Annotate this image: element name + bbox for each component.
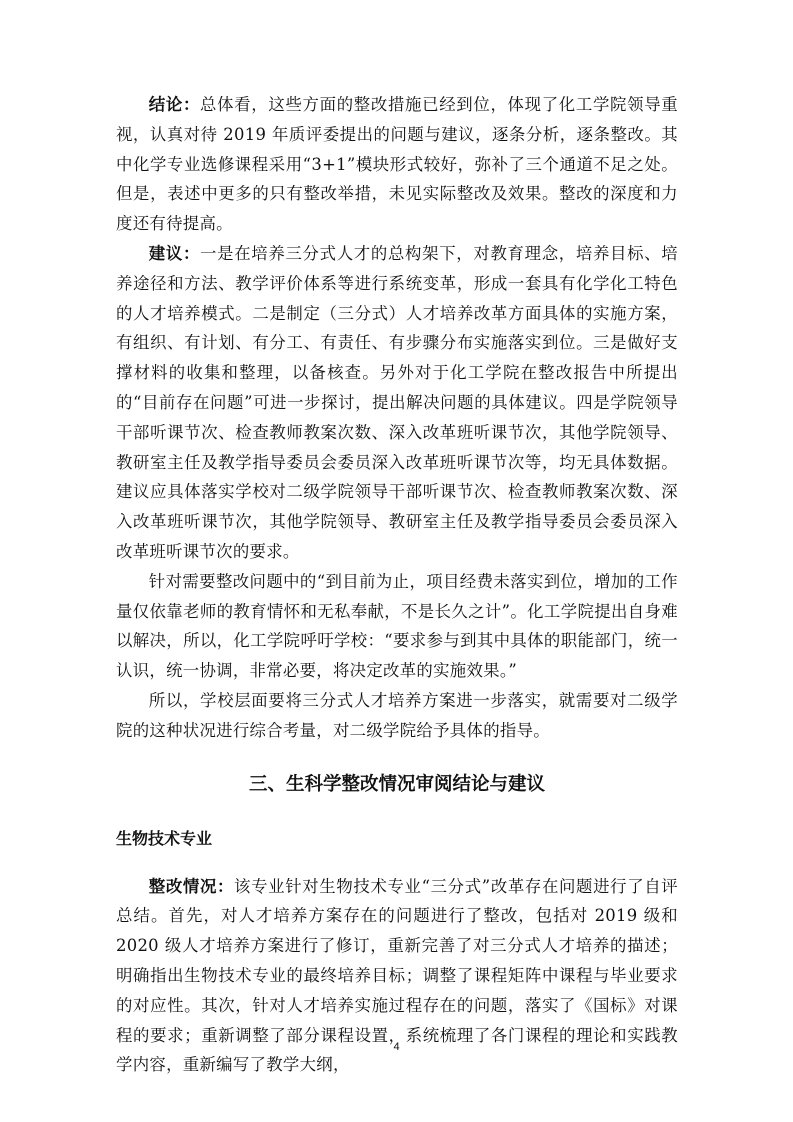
school-paragraph: 所以，学校层面要将三分式人才培养方案进一步落实，就需要对二级学院的这种状况进行综合考量，对二级学院给予具体的指导。 [116, 690, 678, 740]
rectification-lead: 整改情况： [148, 876, 235, 896]
suggestion-paragraph [116, 239, 678, 567]
suggestion-text: 一是在培养三分式人才的总构架下，对教育理念，培养目标、培养途径和方法、教学评价体系等进行系统变革，形成一套具有化学化工特色的人才培养模式。二是制定（三分式）人才培养改革方面具体的实施方案，有组织、有计划、有分工、有责任、有步骤分布实施落实到位。三是做好支撑材料的收集和整理，以备核查。另外对于化工学院在整改报告中所提出的“目前存在问题”可进一步探讨，提出解决问题的具体建议。四是学院领导干部听课节次、检查教师教案次数、深入改革班听课节次，其他学院领导、教研室主任及教学指导委员会委员深入改革班听课节次等，均无具体数据。建议应具体落实学校对二级学院领导干部听课节次、检查教师教案次数、深入改革班听课节次，其他学院领导、教研室主任及教学指导委员会委员深入改革班听课节次的要求。 [116, 243, 678, 561]
problem-paragraph: 针对需要整改问题中的“到目前为止，项目经费未落实到位，增加的工作量仅依靠老师的教育情怀和无私奉献，不是长久之计”。化工学院提出自身难以解决，所以，化工学院呼吁学校：“要求参与到其中具体的职能部门，统一认识，统一协调，非常必要，将决定改革的实施效果。” [116, 571, 678, 681]
page-number: 4 [393, 1041, 400, 1053]
conclusion-text: 总体看，这些方面的整改措施已经到位，体现了化工学院领导重视，认真对待 2019 年质评委提出的问题与建议，逐条分析，逐条整改。其中化学专业选修课程采用“3+1”模块形式较好，弥补了三个通道不足之处。但是，表述中更多的只有整改举措，未见实际整改及效果。整改的深度和力度还有待提高。 [116, 95, 678, 234]
page-content [116, 90, 678, 1080]
rectification-text: 该专业针对生物技术专业“三分式”改革存在问题进行了自评总结。首先，对人才培养方案存在的问题进行了整改，包括对 2019 级和 2020 级人才培养方案进行了修订，重新完善了对三分式人才培养的描述；明确指出生物技术专业的最终培养目标；调整了课程矩阵中课程与毕业要求的对应性。其次，针对人才培养实施过程存在的问题，落实了《国标》对课程的要求；重新调整了部分课程设置，系统梳理了各门课程的理论和实践教学内容，重新编写了教学大纲， [116, 876, 679, 1075]
conclusion-paragraph [116, 90, 678, 239]
sub-title: 生物技术专业 [116, 828, 213, 848]
suggestion-lead: 建议： [148, 243, 201, 263]
conclusion-lead: 结论： [148, 95, 201, 114]
section-title: 三、生科学整改情况审阅结论与建议 [248, 773, 545, 795]
